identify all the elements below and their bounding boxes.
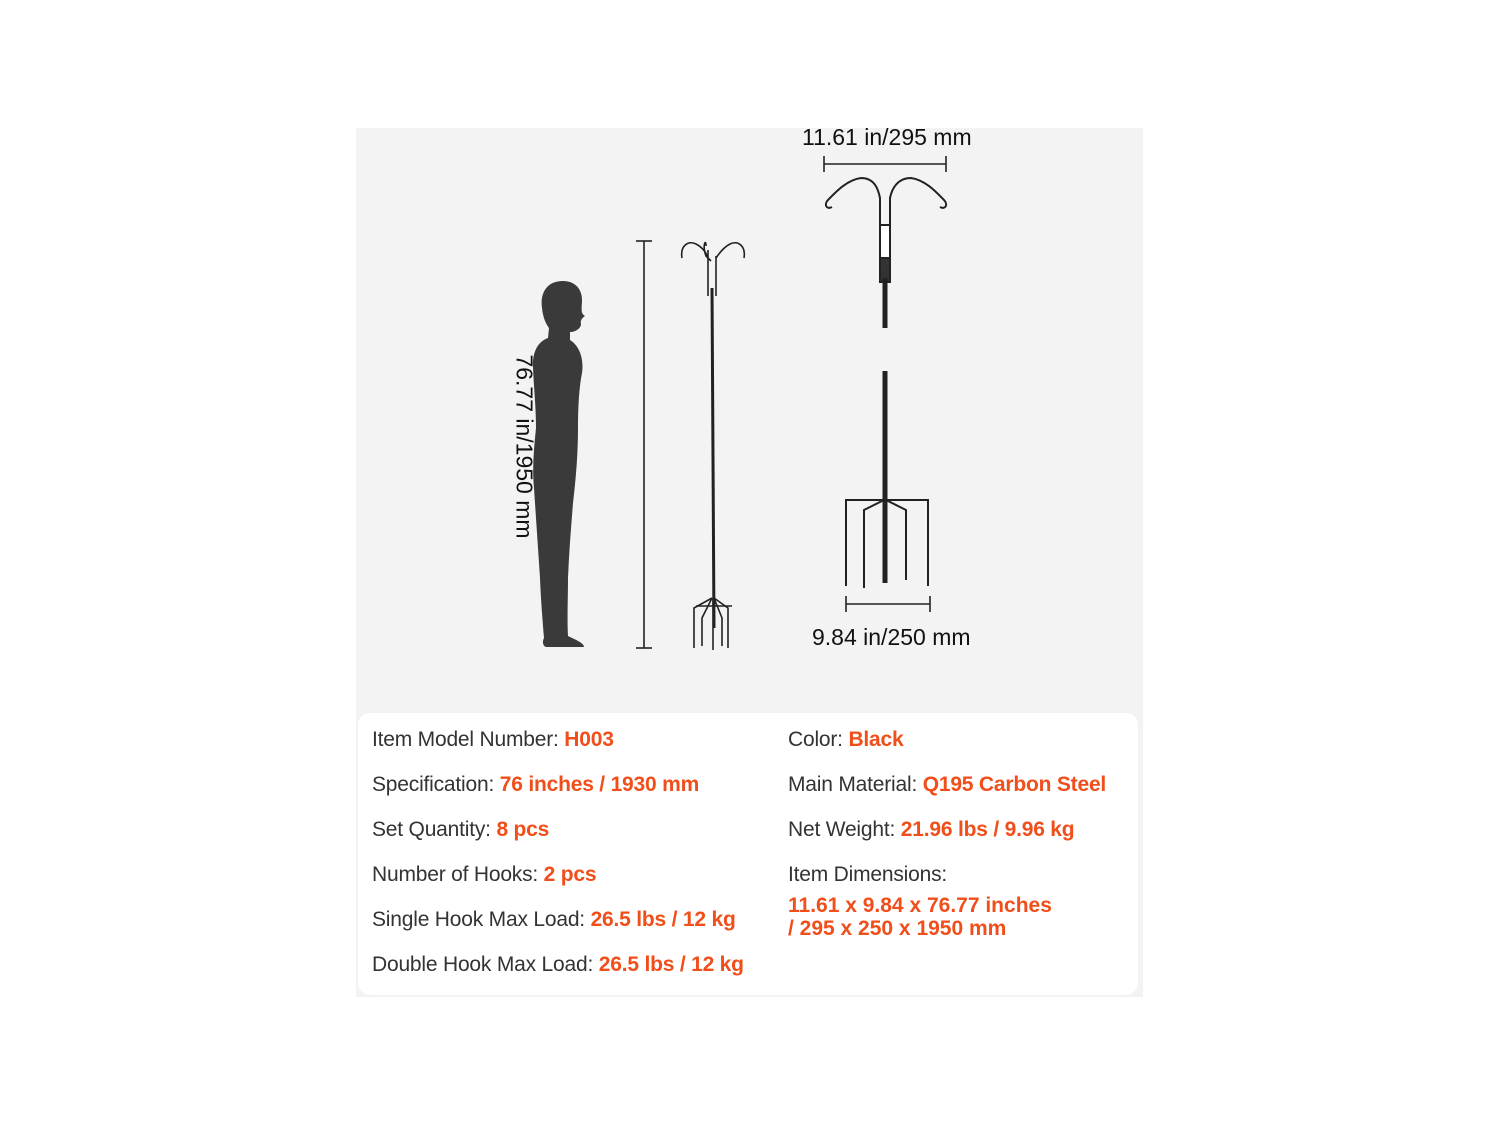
product-illustration	[356, 128, 1143, 713]
base-width-label: 9.84 in/250 mm	[812, 624, 971, 650]
spec-set-quantity: Set Quantity: 8 pcs	[372, 818, 550, 841]
spec-number-of-hooks: Number of Hooks: 2 pcs	[372, 863, 597, 886]
spec-single-hook-load: Single Hook Max Load: 26.5 lbs / 12 kg	[372, 908, 736, 931]
spec-specification: Specification: 76 inches / 1930 mm	[372, 773, 700, 796]
spec-model: Item Model Number: H003	[372, 728, 614, 751]
stake-bottom-section	[846, 371, 928, 588]
specifications-card	[358, 713, 1138, 995]
spec-material: Main Material: Q195 Carbon Steel	[788, 773, 1107, 796]
spec-net-weight: Net Weight: 21.96 lbs / 9.96 kg	[788, 818, 1075, 841]
height-label: 76.77 in/1950 mm	[511, 354, 538, 539]
human-silhouette	[533, 281, 585, 647]
spec-double-hook-load: Double Hook Max Load: 26.5 lbs / 12 kg	[372, 953, 744, 976]
product-panel	[356, 124, 1143, 997]
base-width-dimension-line	[846, 596, 930, 612]
spec-item-dimensions-label: Item Dimensions:	[788, 863, 948, 886]
spec-color: Color: Black	[788, 728, 904, 751]
hook-width-label: 11.61 in/295 mm	[802, 124, 972, 150]
hook-width-dimension-line	[824, 156, 946, 172]
spec-item-dimensions-inches: 11.61 x 9.84 x 76.77 inches	[788, 894, 1052, 917]
hook-top-section	[826, 178, 946, 328]
height-dimension-line	[636, 241, 652, 648]
spec-item-dimensions-mm: / 295 x 250 x 1950 mm	[788, 917, 1007, 940]
assembled-hook-small	[682, 243, 745, 650]
